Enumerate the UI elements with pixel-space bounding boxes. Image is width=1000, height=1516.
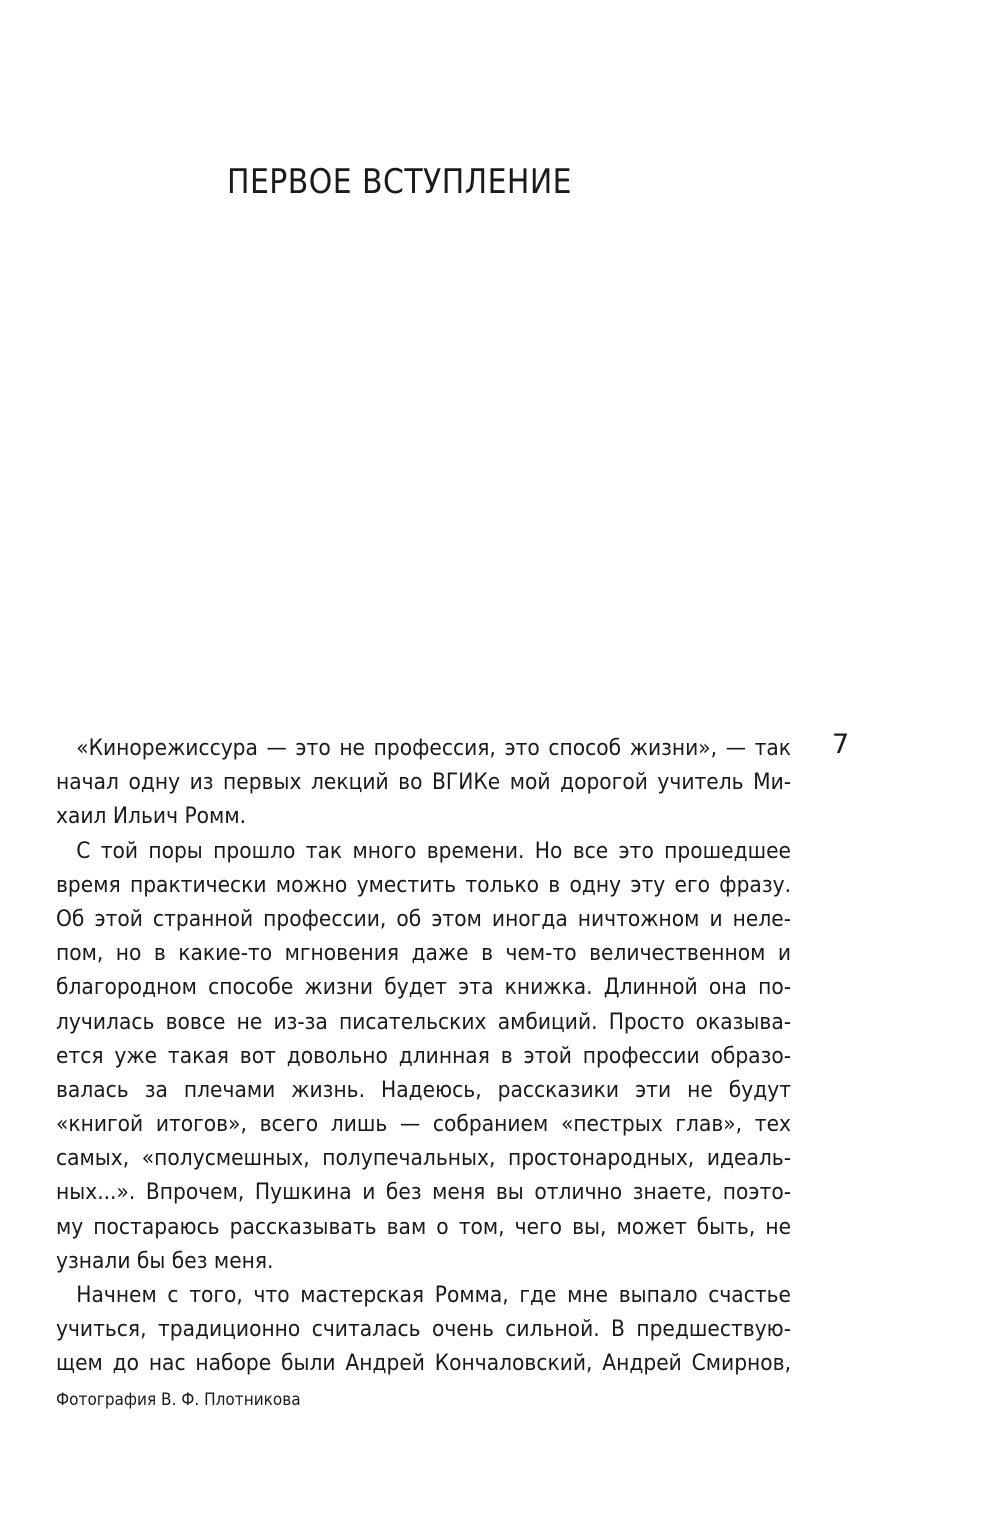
text-line: Об этой странной профессии, об этом иногда ничтожном и неле-	[56, 906, 792, 932]
text-line: пом, но в какие-то мгновения даже в чем-то величественном и	[56, 941, 792, 967]
text-line: лучилась вовсе не из-за писательских амбиций. Просто оказыва-	[56, 1009, 792, 1035]
text-line: узнали бы без меня.	[56, 1248, 274, 1274]
text-line: Начнем с того, что мастерская Ромма, где мне выпало счастье	[76, 1283, 792, 1308]
text-line: начал одну из первых лекций во ВГИКе мой дорогой учитель Ми-	[56, 770, 792, 796]
text-line: ется уже такая вот довольно длинная в этой профессии образо-	[56, 1043, 792, 1069]
text-line: С той поры прошло так много времени. Но все это прошедшее	[76, 838, 792, 864]
text-line: валась за плечами жизнь. Надеюсь, рассказики эти не будут	[56, 1077, 792, 1103]
text-line: ных...». Впрочем, Пушкина и без меня вы отлично знаете, поэто-	[56, 1180, 792, 1206]
text-line: хаил Ильич Ромм.	[56, 804, 247, 830]
chapter-title: ПЕРВОЕ ВСТУПЛЕНИЕ	[227, 162, 573, 202]
text-line: му постараюсь рассказывать вам о том, чего вы, может быть, не	[56, 1214, 792, 1240]
photo-caption: Фотография В. Ф. Плотникова	[56, 1390, 301, 1410]
text-line: «Кинорежиссура — это не профессия, это способ жизни», — так	[76, 736, 792, 761]
text-line: время практически можно уместить только в одну эту его фразу.	[56, 872, 792, 898]
text-line: щем до нас наборе были Андрей Кончаловский, Андрей Смирнов,	[56, 1351, 792, 1377]
text-line: благородном способе жизни будет эта книжка. Длинной она по-	[56, 975, 792, 1001]
body-text	[56, 732, 791, 1382]
page-number: 7	[832, 729, 850, 760]
text-line: «книгой итогов», всего лишь — собранием «пестрых глав», тех	[56, 1112, 792, 1138]
text-line: учиться, традиционно считалась очень сильной. В предшествую-	[56, 1317, 792, 1343]
text-line: самых, «полусмешных, полупечальных, простонародных, идеаль-	[56, 1146, 792, 1172]
